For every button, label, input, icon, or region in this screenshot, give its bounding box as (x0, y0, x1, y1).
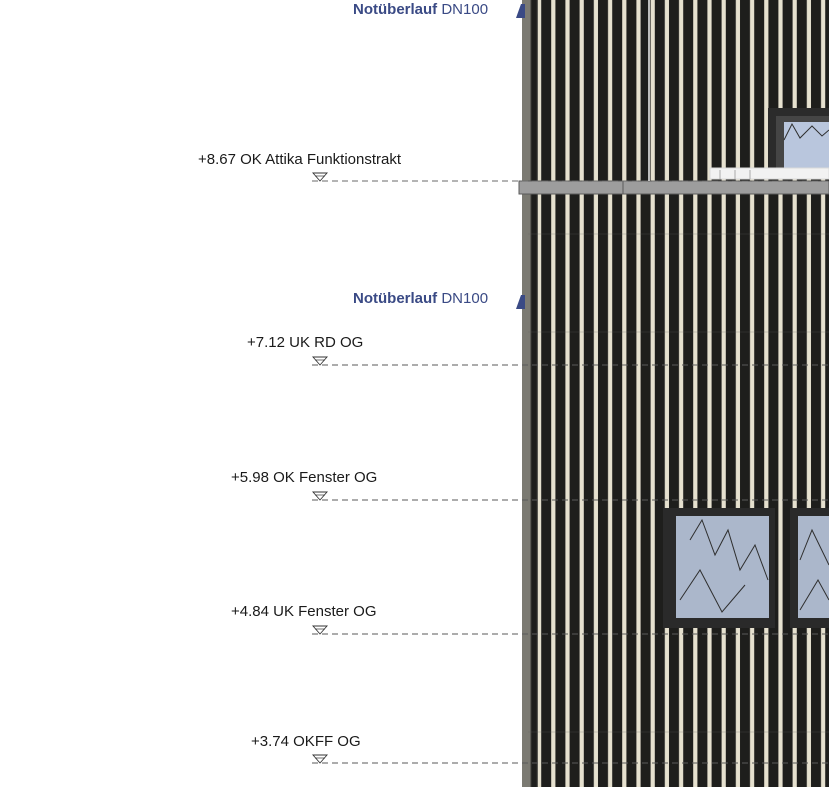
elevation-marker-icon (313, 173, 327, 181)
elevation-text: UK Fenster OG (273, 603, 377, 620)
elevation-label-okff-og (251, 733, 361, 750)
elevation-value: +8.67 (198, 151, 236, 168)
elevation-text: OK Fenster OG (273, 469, 378, 486)
overflow-arrow-icon (516, 4, 525, 18)
elevation-text: OKFF OG (293, 733, 361, 750)
overflow-note-mid (353, 290, 488, 307)
elevation-label-uk-fenster-og (231, 603, 377, 620)
attic-slab (519, 181, 829, 194)
overflow-size: DN100 (441, 290, 489, 307)
elevation-value: +7.12 (247, 334, 285, 351)
elevation-marker-icon (313, 357, 327, 365)
elevation-marker-icon (313, 626, 327, 634)
elevation-marker-icon (313, 755, 327, 763)
elevation-text: UK RD OG (289, 334, 364, 351)
elevation-value: +5.98 (231, 469, 269, 486)
facade (519, 0, 829, 787)
lower-window-left (663, 508, 775, 628)
facade-edge-column (522, 0, 531, 787)
overflow-size: DN100 (441, 1, 489, 18)
overflow-label: Notüberlauf (353, 1, 438, 18)
lower-window-right (790, 508, 829, 628)
overflow-label: Notüberlauf (353, 290, 438, 307)
elevation-text: OK Attika Funktionstrakt (240, 151, 402, 168)
elevation-value: +3.74 (251, 733, 289, 750)
elevation-label-uk-rd-og (247, 334, 363, 351)
elevation-value: +4.84 (231, 603, 269, 620)
overflow-note-top (353, 1, 488, 18)
overflow-arrow-icon (516, 295, 525, 309)
elevation-label-ok-fenster-og (231, 469, 377, 486)
elevation-label-attika (198, 151, 401, 168)
elevation-marker-icon (313, 492, 327, 500)
